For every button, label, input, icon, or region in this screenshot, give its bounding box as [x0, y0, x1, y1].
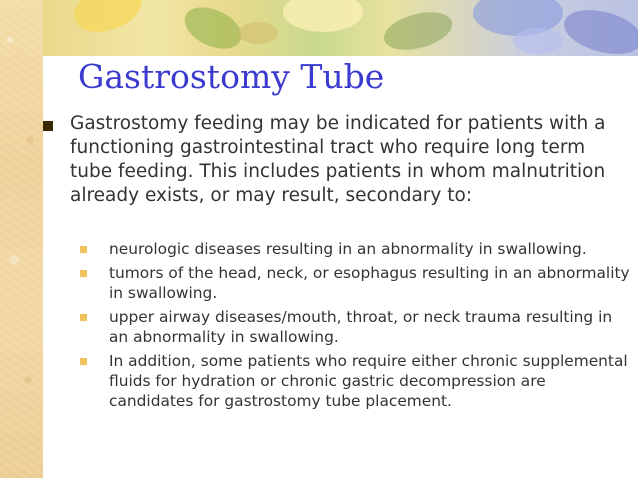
sub-bullet-item [80, 263, 630, 303]
main-bullet-item [43, 112, 628, 208]
sub-bullet-text: tumors of the head, neck, or esophagus resulting in an abnormality in swallowing. [109, 264, 630, 302]
sub-bullet-item [80, 351, 630, 411]
sub-bullet-text: neurologic diseases resulting in an abnormality in swallowing. [109, 240, 587, 258]
banner-leaf-shape [380, 6, 456, 56]
banner-flower-shape [513, 28, 563, 54]
square-bullet-icon [80, 358, 87, 365]
square-bullet-icon [80, 314, 87, 321]
sub-bullet-item [80, 239, 630, 259]
banner-leaf-shape [178, 0, 248, 56]
square-bullet-icon [80, 270, 87, 277]
parchment-left-strip [0, 0, 43, 478]
square-bullet-icon [80, 246, 87, 253]
banner-leaf-shape [238, 22, 278, 44]
floral-header-banner [43, 0, 638, 56]
sub-bullet-list [80, 239, 630, 415]
sub-bullet-text: In addition, some patients who require either chronic supplemental fluids for hydration or chronic gastric decompression are candidates for gastrostomy tube placement. [109, 352, 628, 410]
banner-flower-shape [283, 0, 363, 32]
banner-flower-shape [559, 2, 638, 56]
banner-flower-shape [68, 0, 149, 41]
sub-bullet-text: upper airway diseases/mouth, throat, or neck trauma resulting in an abnormality in swallowing. [109, 308, 613, 346]
sub-bullet-item [80, 307, 630, 347]
slide-title: Gastrostomy Tube [78, 57, 385, 96]
main-bullet-text: Gastrostomy feeding may be indicated for patients with a functioning gastrointestinal tract who require long term tube feeding. This includes patients in whom malnutrition already exists, or may result, secondary to: [70, 113, 606, 206]
square-bullet-icon [43, 121, 53, 131]
